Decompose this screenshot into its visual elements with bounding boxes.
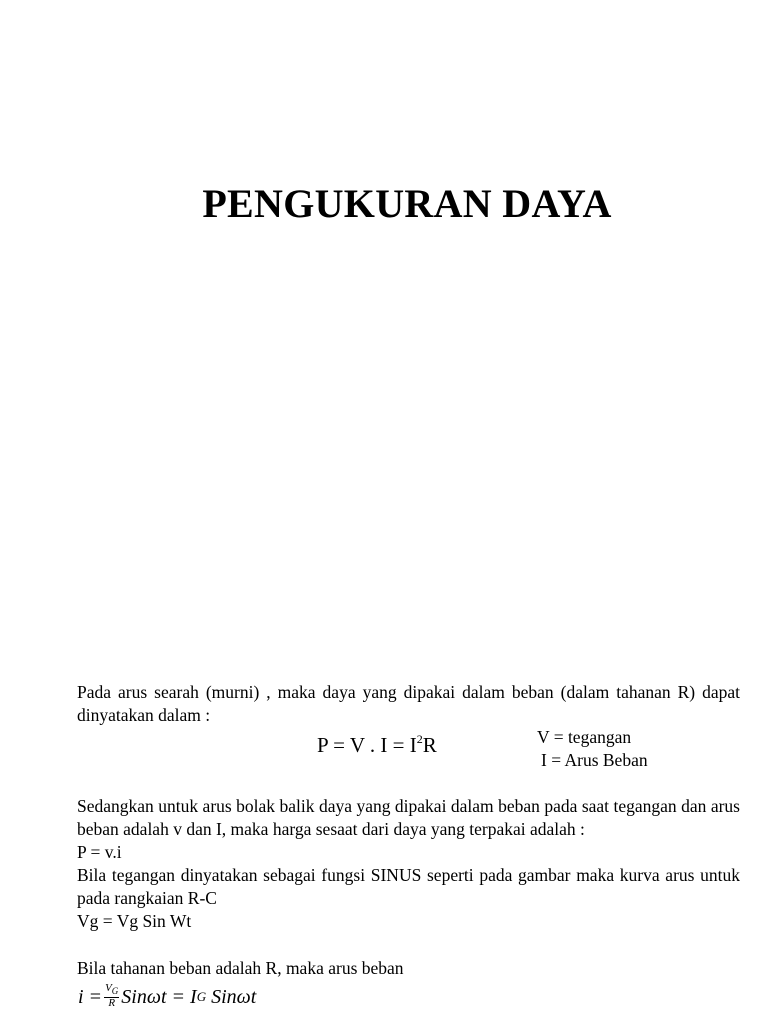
fraction-numerator: [104, 983, 119, 998]
current-formula-fraction: [104, 983, 119, 1009]
legend-current: I = Arus Beban: [541, 750, 648, 770]
fraction-denominator: R: [108, 997, 116, 1010]
paragraph-load-current: Bila tahanan beban adalah R, maka arus beban: [77, 958, 404, 978]
numerator-subscript: G: [111, 986, 119, 997]
page-title: PENGUKURAN DAYA: [202, 181, 612, 226]
current-formula-mid: Sinωt = I: [121, 985, 197, 1008]
power-formula: [317, 733, 437, 758]
power-formula-right: R: [422, 733, 437, 757]
current-formula: i = $\frac{V_G}{R}$ Sinωt = I G Sinωt: [78, 982, 257, 1010]
current-formula-rhs: Sinωt: [211, 985, 257, 1008]
current-formula-lhs: i =: [78, 985, 103, 1008]
voltage-formula: Vg = Vg Sin Wt: [77, 911, 192, 931]
legend-voltage: V = tegangan: [537, 727, 632, 747]
paragraph-ac-intro: Sedangkan untuk arus bolak balik daya yang dipakai dalam beban pada saat tegangan dan arus beban adalah v dan I, maka harga sesaat dari daya yang terpakai adalah :: [77, 796, 740, 839]
power-formula-exponent: 2: [416, 732, 423, 746]
paragraph-dc-power: Pada arus searah (murni) , maka daya yang dipakai dalam beban (dalam tahanan R) dapat dinyatakan dalam :: [77, 682, 740, 725]
paragraph-sinus: Bila tegangan dinyatakan sebagai fungsi SINUS seperti pada gambar maka kurva arus untuk pada rangkaian R-C: [77, 865, 740, 908]
numerator-v: V: [105, 982, 112, 994]
instant-power-formula: P = v.i: [77, 842, 122, 862]
paragraph-ac-power: [77, 795, 740, 933]
power-formula-left: P = V . I = I: [317, 733, 417, 757]
